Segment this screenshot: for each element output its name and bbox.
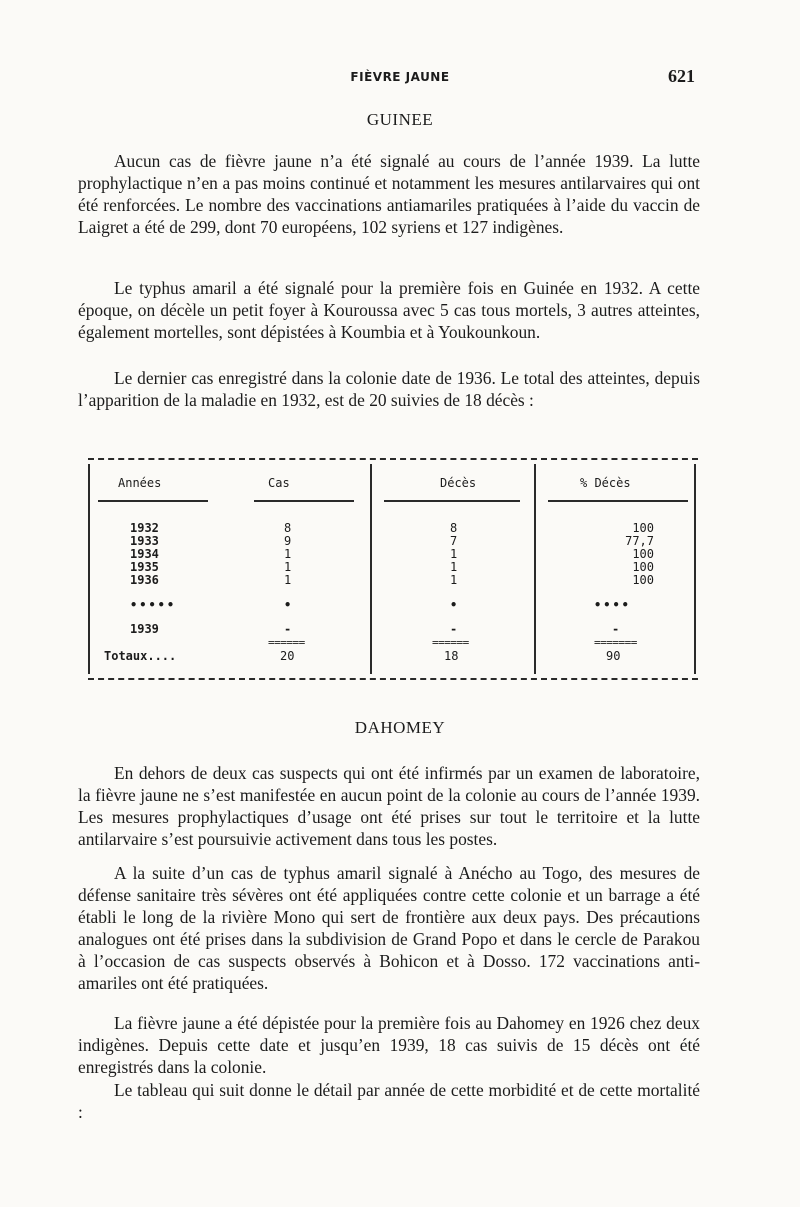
separator-deces: ====== [432,636,469,649]
deces-cell: 1 [450,560,458,574]
column-pct [594,522,654,587]
pct-cell: 100 [632,560,654,574]
table-bottom-border [88,678,698,680]
paragraph-dahomey-4: Le tableau qui suit donne le détail par année de cette morbidité et de cette mortalité : [78,1080,700,1122]
deces-cell: 8 [450,521,458,535]
table-left-border [88,464,90,674]
pct-cell: 100 [632,521,654,535]
year-cell: 1933 [130,534,159,548]
deces-cell: 1 [450,573,458,587]
table-top-border [88,458,698,460]
deces-cell: 7 [450,534,458,548]
pct-cell: 100 [632,547,654,561]
gap-row-deces: • [450,598,460,612]
cas-cell: 1 [284,573,292,587]
header-rule-deces [384,500,520,502]
year-cell: 1934 [130,547,159,561]
separator-pct: ======= [594,636,637,649]
cas-cell: 1 [284,560,292,574]
row-1939-annee: 1939 [130,622,159,636]
row-1939-deces: - [450,622,458,636]
header-rule-annees [98,500,208,502]
header-deces: Décès [440,476,477,490]
header-pct-deces: % Décès [580,476,631,490]
cas-cell: 8 [284,521,292,535]
deces-cell: 1 [450,547,458,561]
header-cas: Cas [268,476,290,490]
paragraph-guinee-1: Aucun cas de fièvre jaune n’a été signalé au cours de l’année 1939. La lutte prophylactique n’en a pas moins continué et notamment les mesures antilarvaires qui ont été renforcées. Le nombre des vaccinations antiamariles pratiquées à l’aide du vaccin de Laigret a été de 299, dont 70 européens, 102 syriens et 127 indigènes. [78,151,700,237]
pct-cell: 100 [632,573,654,587]
table-divider-1 [370,464,372,674]
section-title-dahomey: DAHOMEY [354,718,446,737]
gap-row-pct: •••• [594,598,631,612]
column-deces [450,522,457,587]
paragraph-dahomey-1: En dehors de deux cas suspects qui ont été infirmés par un examen de laboratoire, la fièvre jaune ne s’est manifestée en aucun point de la colonie au cours de l’année 1939. Les mesures prophylactiques d’usage ont été prises sur tout le territoire et la lutte antilarvaire s’est poursuivie activement dans tous les postes. [78,763,700,849]
paragraph-guinee-3: Le dernier cas enregistré dans la colonie date de 1936. Le total des atteintes, depuis l’apparition de la maladie en 1932, est de 20 suivies de 18 décès : [78,368,700,410]
statistics-table [88,458,698,680]
totals-deces: 18 [444,649,459,663]
pct-cell: 77,7 [625,534,654,548]
header-rule-cas [254,500,354,502]
year-cell: 1936 [130,573,159,587]
paragraph-dahomey-2: A la suite d’un cas de typhus amaril signalé à Anécho au Togo, des mesures de défense sanitaire très sévères ont été appliquées contre cette colonie et un barrage a été établi le long de la rivière Mono qui sert de frontière aux deux pays. Des précautions analogues ont été prises dans la subdivision de Grand Popo et dans le cercle de Parakou à l’occasion de cas suspects observés à Bohicon et à Dosso. 172 vaccinations anti-amariles ont été pratiquées. [78,863,700,993]
running-head: FIÈVRE JAUNE [350,70,450,84]
cas-cell: 1 [284,547,292,561]
year-cell: 1935 [130,560,159,574]
row-1939-cas: - [284,622,292,636]
totals-label: Totaux.... [104,649,177,663]
gap-row-annees: ••••• [130,598,177,612]
section-title-guinee: GUINEE [366,110,434,129]
table-right-border [694,464,696,674]
row-1939-pct: - [612,622,620,636]
paragraph-dahomey-3: La fièvre jaune a été dépistée pour la première fois au Dahomey en 1926 chez deux indigènes. Depuis cette date et jusqu’en 1939, 18 cas suivis de 15 décès ont été enregistrés dans la colonie. [78,1013,700,1077]
cas-cell: 9 [284,534,292,548]
totals-cas: 20 [280,649,295,663]
paragraph-guinee-2: Le typhus amaril a été signalé pour la première fois en Guinée en 1932. A cette époque, on décèle un petit foyer à Kouroussa avec 5 cas tous mortels, 3 autres atteintes, également mortelles, sont dépistées à Koumbia et à Youkounkoun. [78,278,700,342]
gap-row-cas: • [284,598,294,612]
page-number: 621 [668,66,695,86]
column-years [130,522,159,587]
column-cas [284,522,291,587]
header-rule-pct [548,500,688,502]
table-divider-2 [534,464,536,674]
separator-cas: ====== [268,636,305,649]
header-annees: Années [118,476,162,490]
totals-pct: 90 [606,649,621,663]
year-cell: 1932 [130,521,159,535]
